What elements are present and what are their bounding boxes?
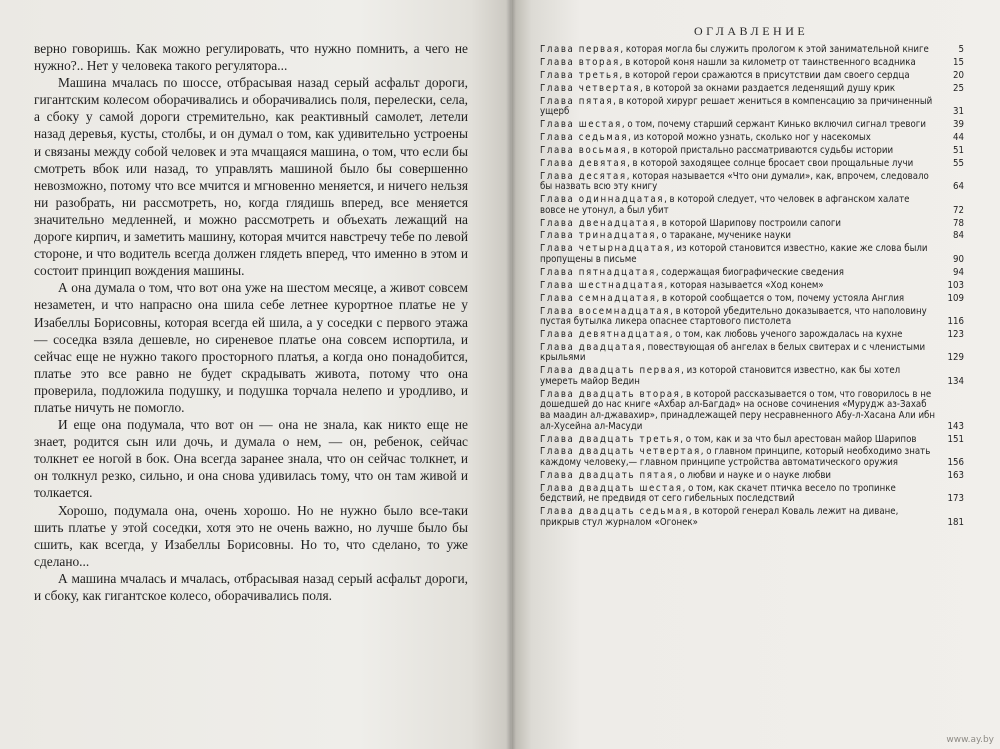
book-gutter — [506, 0, 516, 749]
page-number: 78 — [953, 217, 964, 229]
toc-entry-text — [540, 133, 936, 144]
toc-title: ОГЛАВЛЕНИЕ — [694, 24, 809, 38]
toc-entry-text — [540, 281, 936, 292]
toc-entry-text — [540, 484, 936, 505]
toc-entry-text — [540, 507, 936, 528]
toc-entry-text — [540, 231, 936, 242]
toc-entry-text — [540, 58, 936, 69]
toc-entry — [540, 330, 964, 341]
page-number: 15 — [953, 56, 964, 68]
chapter-description: , содержащая биографические сведения — [655, 266, 844, 278]
page-number: 5 — [958, 44, 964, 55]
chapter-description: , из которой становится известно, как бы хотел умереть майор Ведин — [540, 365, 901, 387]
toc-entry — [540, 281, 964, 292]
chapter-label: Глава двадцать вторая — [540, 388, 681, 400]
toc-entry-text — [540, 268, 936, 279]
paragraph: верно говоришь. Как можно регулировать, что нужно помнить, а чего не нужно?.. Нет у человека такого регулятора... — [34, 41, 468, 74]
chapter-label: Глава девятнадцатая — [540, 329, 670, 340]
table-of-contents — [540, 45, 964, 531]
chapter-label: Глава двадцать четвертая — [540, 446, 701, 458]
chapter-description: , о том, почему старший сержант Кинько включил сигнал тревоги — [621, 119, 926, 131]
page-number: 173 — [947, 493, 964, 505]
toc-entry — [540, 133, 964, 144]
toc-entry — [540, 307, 964, 328]
chapter-label: Глава двадцать шестая — [540, 482, 683, 494]
chapter-label: Глава седьмая — [540, 131, 629, 143]
paragraph: Машина мчалась по шоссе, отбрасывая назад серый асфальт дороги, гигантским колесом оборачивались и оборачивались поля, перелески, села, а сбоку у самой дороги стремительно, как реактивный самолет, летели назад деревья, кусты, столбы, и он думал о том, как удивительно устроены и связаны между собой человек и эта мчащаяся машина, о том, что если бы смотреть вбок или назад, то управлять машиной было бы совершенно невозможно, потому что все мчится и мгновенно меняется, и ничего нельзя ни разобрать, ни рассмотреть, но, когда глядишь вперед, все меняется значительно медленней, и можно рассмотреть и объехать лежащий на дороге кирпич, и заметить машину, которая мчится навстречу тебе по левой стороне, и что водитель всегда должен глядеть вперед, что именно в этом и состоит принцип вождения машины. — [34, 75, 468, 279]
page-number: 103 — [947, 279, 964, 291]
page-number: 156 — [947, 457, 964, 469]
chapter-label: Глава четырнадцатая — [540, 243, 671, 255]
chapter-description: , в которой следует, что человек в афганском халате вовсе не утонул, а был убит — [540, 194, 910, 216]
chapter-description: , в которой коня нашли за километр от таинственного всадника — [619, 56, 916, 68]
toc-entry-text — [540, 307, 936, 328]
chapter-description: , повествующая об ангелах в белых свитерах и с членистыми крыльями — [540, 341, 926, 364]
page-number: 94 — [953, 266, 964, 278]
chapter-label: Глава двадцать седьмая — [540, 506, 689, 518]
chapter-label: Глава четвертая — [540, 82, 641, 94]
page-number: 134 — [947, 375, 964, 387]
chapter-label: Глава двенадцатая — [540, 217, 657, 229]
toc-entry — [540, 120, 964, 131]
page-number: 129 — [947, 352, 964, 364]
toc-entry-text — [540, 146, 936, 157]
toc-entry-text — [540, 97, 936, 118]
chapter-description: , о том, как любовь ученого зарождалась на кухне — [669, 329, 903, 340]
chapter-description: , о любви и науке и о науке любви — [673, 469, 832, 481]
toc-entry-text — [540, 195, 936, 216]
chapter-description: , в которой за окнами раздается леденящий душу крик — [640, 82, 896, 94]
toc-entry-text — [540, 330, 936, 341]
page-number: 31 — [953, 106, 964, 118]
page-number: 51 — [953, 144, 964, 156]
toc-entry-text — [540, 343, 936, 364]
toc-entry — [540, 343, 964, 364]
chapter-description: , о том, как скачет птичка весело по тропинке бедствий, не предвидя от сего гибельных последствий — [540, 482, 896, 505]
toc-entry — [540, 219, 964, 230]
toc-entry — [540, 471, 964, 482]
toc-entry — [540, 447, 964, 468]
chapter-label: Глава пятнадцатая — [540, 266, 656, 278]
toc-entry-text — [540, 244, 936, 265]
toc-entry-text — [540, 45, 936, 56]
toc-entry — [540, 268, 964, 279]
paragraph: А машина мчалась и мчалась, отбрасывая назад серый асфальт дороги, и сбоку, как гигантское колесо, оборачивались поля. — [34, 570, 468, 603]
page-number: 55 — [953, 157, 964, 169]
toc-entry-text — [540, 294, 936, 305]
page-number: 25 — [953, 82, 964, 94]
toc-entry-text — [540, 219, 936, 230]
chapter-label: Глава семнадцатая — [540, 292, 657, 304]
toc-entry — [540, 507, 964, 528]
toc-entry — [540, 45, 964, 56]
toc-entry-text — [540, 471, 936, 482]
chapter-label: Глава двадцать пятая — [540, 469, 674, 481]
chapter-label: Глава десятая — [540, 170, 627, 182]
toc-entry — [540, 97, 964, 118]
page-number: 109 — [947, 292, 964, 304]
chapter-description: , из которой можно узнать, сколько ног у насекомых — [628, 131, 871, 143]
toc-entry — [540, 172, 964, 193]
page-number: 39 — [953, 119, 964, 131]
toc-entry — [540, 294, 964, 305]
page-number: 72 — [953, 204, 964, 216]
chapter-description: , в которой убедительно доказывается, что наполовину пустая бутылка ликера опаснее стартового пистолета — [540, 305, 927, 328]
chapter-description: , которая называется «Что они думали», как, впрочем, следовало бы назвать всю эту книгу — [540, 170, 929, 193]
chapter-description: , в которой Шарипову построили сапоги — [656, 217, 842, 229]
chapter-description: , в которой пристально рассматриваются судьбы истории — [627, 144, 894, 156]
toc-entry — [540, 366, 964, 387]
toc-entry — [540, 390, 964, 432]
chapter-description: , в которой хирург решает жениться в компенсацию за причиненный ущерб — [540, 95, 933, 118]
chapter-description: , из которой становится известно, какие же слова были пропущены в письме — [540, 243, 928, 265]
chapter-label: Глава вторая — [540, 56, 620, 68]
page-number: 151 — [947, 433, 964, 445]
chapter-label: Глава шестая — [540, 119, 622, 131]
paragraph: Хорошо, подумала она, очень хорошо. Но не нужно было все-таки шить платье у этой соседки, хотя это не очень важно, но лучше было бы сшить, как всегда, у Изабеллы Борисовны. Но то, что сделано, то уже сделано... — [34, 502, 468, 569]
chapter-description: , которая называется «Ход конем» — [664, 279, 824, 291]
chapter-label: Глава третья — [540, 69, 620, 81]
chapter-label: Глава одиннадцатая — [540, 194, 665, 206]
toc-entry — [540, 159, 964, 170]
chapter-description: , в которой герои сражаются в присутствии дам своего сердца — [619, 69, 910, 81]
page-number: 64 — [953, 181, 964, 193]
page-number: 20 — [953, 69, 964, 81]
toc-entry-text — [540, 366, 936, 387]
page-number: 123 — [947, 329, 964, 340]
watermark: www.ay.by — [946, 735, 994, 745]
chapter-label: Глава двадцать третья — [540, 433, 681, 445]
toc-entry — [540, 244, 964, 265]
chapter-description: , в которой заходящее солнце бросает свои прощальные лучи — [627, 157, 914, 169]
chapter-label: Глава восьмая — [540, 144, 628, 156]
chapter-label: Глава пятая — [540, 95, 614, 107]
page-number: 143 — [947, 420, 964, 432]
body-text — [34, 40, 468, 604]
toc-entry-text — [540, 159, 936, 170]
page-number: 163 — [947, 469, 964, 481]
chapter-description: , о том, как и за что был арестован майор Шарипов — [680, 433, 917, 445]
paragraph: И еще она подумала, что вот он — она не знала, как никто еще не знает, родится сын или дочь, и думала о нем, — он, ребенок, сейчас толкнет ее ногой в бок. Она всегда заранее знала, что он сейчас толкнет, и он толкнул резко, сильно, и она снова удивилась тому, что он там живой и толкается. — [34, 417, 468, 501]
toc-entry — [540, 484, 964, 505]
toc-entry — [540, 231, 964, 242]
chapter-label: Глава шестнадцатая — [540, 279, 665, 291]
chapter-description: , в которой рассказывается о том, что говорилось в не дошедшей до нас книге «Ахбар ал-Багдад» на основе сочинения «Мурудж аз-Захаб ва маадин ал-джавахир», принадлежащей перу несравненного Абу-л-Хасана Али ибн ал-Хусейна ал-Масуди — [540, 388, 936, 432]
page-number: 116 — [947, 316, 964, 328]
chapter-label: Глава девятая — [540, 157, 628, 169]
toc-entry-text — [540, 390, 936, 432]
toc-entry — [540, 58, 964, 69]
toc-entry — [540, 84, 964, 95]
page-number: 181 — [947, 516, 964, 528]
page-number: 90 — [953, 253, 964, 265]
page-number: 44 — [953, 131, 964, 143]
toc-entry — [540, 146, 964, 157]
toc-entry-text — [540, 71, 936, 82]
chapter-label: Глава тринадцатая — [540, 230, 657, 242]
chapter-description: , которая могла бы служить прологом к этой занимательной книге — [620, 44, 929, 55]
paragraph: А она думала о том, что вот она уже на шестом месяце, а живот совсем незаметен, и что напрасно она шила себе летнее курортное платье не у Изабеллы Борисовны, которая всегда ей шила, а у соседки с первого этажа — соседка взяла дешевле, но сиреневое платье она совсем испортила, и сейчас еще не нужно такого просторного платья, а когда оно понадобится, платье это все равно не будет скрадывать живота, потому что она проверила, подложила подушку, и подушка торчала нелепо и уродливо, и платье ничуть не помогло. — [34, 280, 468, 415]
toc-entry — [540, 435, 964, 446]
chapter-label: Глава восемнадцатая — [540, 305, 671, 317]
chapter-description: , в которой сообщается о том, почему устояла Англия — [656, 292, 905, 304]
toc-entry-text — [540, 84, 936, 95]
chapter-description: , о главном принципе, который необходимо знать каждому человеку,— главном принципе устройства автоматического оружия — [540, 446, 931, 469]
toc-entry-text — [540, 435, 936, 446]
toc-entry-text — [540, 447, 936, 468]
chapter-label: Глава двадцатая — [540, 341, 643, 353]
chapter-description: , о таракане, мученике науки — [656, 230, 792, 242]
toc-entry — [540, 195, 964, 216]
page-number: 84 — [953, 230, 964, 242]
chapter-label: Глава первая — [540, 44, 621, 55]
toc-entry — [540, 71, 964, 82]
toc-entry-text — [540, 172, 936, 193]
chapter-label: Глава двадцать первая — [540, 365, 682, 377]
chapter-description: , в которой генерал Коваль лежит на диване, прикрыв стул журналом «Огонек» — [540, 506, 899, 528]
toc-entry-text — [540, 120, 936, 131]
